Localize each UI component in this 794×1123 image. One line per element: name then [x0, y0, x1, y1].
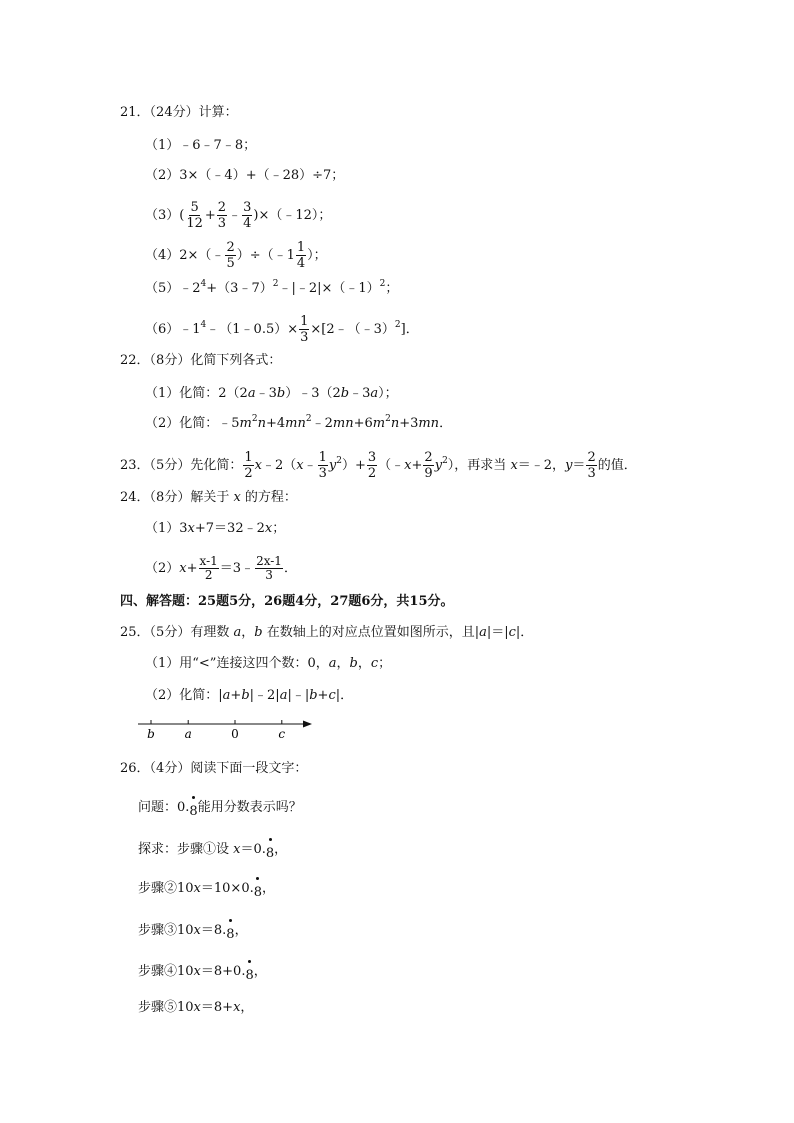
q26-step1: 探求：步骤①设 x＝0.8， — [138, 842, 288, 861]
fraction: $\frac{1}{3}$ — [300, 314, 309, 345]
number-line-label: b — [147, 727, 155, 741]
q25-header: 25．（5分）有理数 a，b 在数轴上的对应点位置如图所示，且|a|＝|c|． — [120, 625, 534, 640]
q24-header: 24．（8分）解关于 x 的方程： — [120, 490, 297, 505]
repeating-digit: 8 — [245, 968, 254, 983]
q26-step5: 步骤⑤10x＝8+x， — [138, 1000, 254, 1015]
q22-part1: （1）化简：2（2a﹣3b）﹣3（2b﹣3a）； — [145, 386, 398, 401]
fraction: $\frac{1}{2}$ — [244, 450, 253, 481]
q24-part2: （2）x+ $\frac{x-1}{2}$ ＝3﹣ $\frac{2x-1}{3}$ ． — [145, 554, 297, 582]
fraction: $\frac{1}{4}$ — [296, 240, 306, 271]
number-line-label: a — [184, 727, 192, 741]
number-line-marks — [147, 720, 285, 741]
fraction: $\frac{5}{12}$ — [186, 200, 203, 231]
q26-step3: 步骤③10x＝8.8， — [138, 923, 248, 942]
q25-part2: （2）化简：|a+b|﹣2|a|﹣|b+c|． — [145, 688, 354, 703]
q21-header: 21．（24分）计算： — [120, 105, 238, 120]
repeating-digit: 8 — [226, 927, 235, 942]
number-line-arrow — [303, 721, 312, 728]
q21-part5: $(5)﹣2^4+(3﹣7)^2﹣|﹣2|\times(﹣1)^2$； — [145, 279, 399, 296]
repeating-digit: 8 — [253, 885, 263, 900]
q21-part6: $(6)﹣1^4﹣(1﹣0.5)\times$ $\frac{1}{3}$ ×[2﹣（﹣3）$^2$]． — [145, 314, 419, 345]
fraction: $\frac{2}{9}$ — [424, 450, 433, 481]
q21-part2: （2）3×（﹣4）+（﹣28）÷7； — [145, 168, 345, 183]
q22-part2: （2）化简：$﹣5m^2n+4mn^2﹣2mn+6m^2n+3mn$． — [145, 414, 453, 431]
q26-step2: 步骤②10x＝10×0.8， — [138, 881, 276, 900]
fraction: $\frac{2x-1}{3}$ — [256, 554, 282, 582]
repeating-digit: 8 — [189, 804, 198, 819]
fraction: $\frac{x-1}{2}$ — [199, 554, 218, 582]
fraction: $\frac{3}{2}$ — [367, 450, 377, 481]
number-line — [138, 716, 318, 746]
number-line-label: 0 — [231, 727, 239, 741]
fraction: $\frac{2}{3}$ — [217, 200, 227, 231]
section-heading: 四、解答题：25题5分，26题4分，27题6分，共15分。 — [120, 594, 454, 609]
q21-part4: （4）2×（﹣ $\frac{2}{5}$ ）÷（﹣1 $\frac{1}{4}$ ）； — [145, 240, 327, 271]
q24-part1: （1）3x+7＝32﹣2x； — [145, 521, 286, 536]
q21-part1: （1）﹣6﹣7﹣8； — [145, 138, 257, 153]
q26-header: 26．（4分）阅读下面一段文字： — [120, 761, 308, 776]
fraction: $\frac{2}{3}$ — [587, 450, 596, 481]
q26-question: 问题：0.8能用分数表示吗？ — [138, 800, 302, 819]
q23-text: 23．（5分）先化简： $\frac{1}{2}$ x﹣2（x﹣ $\frac{1}{3}$ $y^2)+$ $\frac{3}{2}$ （﹣x+ $\frac{2}{9}$ $y^2$），再求当 x＝﹣2，y＝ $\frac{2}{3}$ 的值． — [120, 450, 637, 481]
number-line-label: c — [278, 727, 286, 741]
repeating-digit: 8 — [265, 846, 275, 861]
fraction: $\frac{1}{3}$ — [318, 450, 327, 481]
fraction: $\frac{2}{5}$ — [226, 240, 235, 271]
q25-part1: （1）用“<”连接这四个数：0，a，b，c； — [145, 656, 392, 671]
fraction: $\frac{3}{4}$ — [243, 200, 252, 231]
q22-header: 22．（8分）化简下列各式： — [120, 353, 282, 368]
q21-part3: （3）( $\frac{5}{12}$ + $\frac{2}{3}$ ﹣ $\frac{3}{4}$ )×（﹣12）； — [145, 200, 332, 231]
q26-step4: 步骤④10x＝8+0.8， — [138, 964, 267, 983]
